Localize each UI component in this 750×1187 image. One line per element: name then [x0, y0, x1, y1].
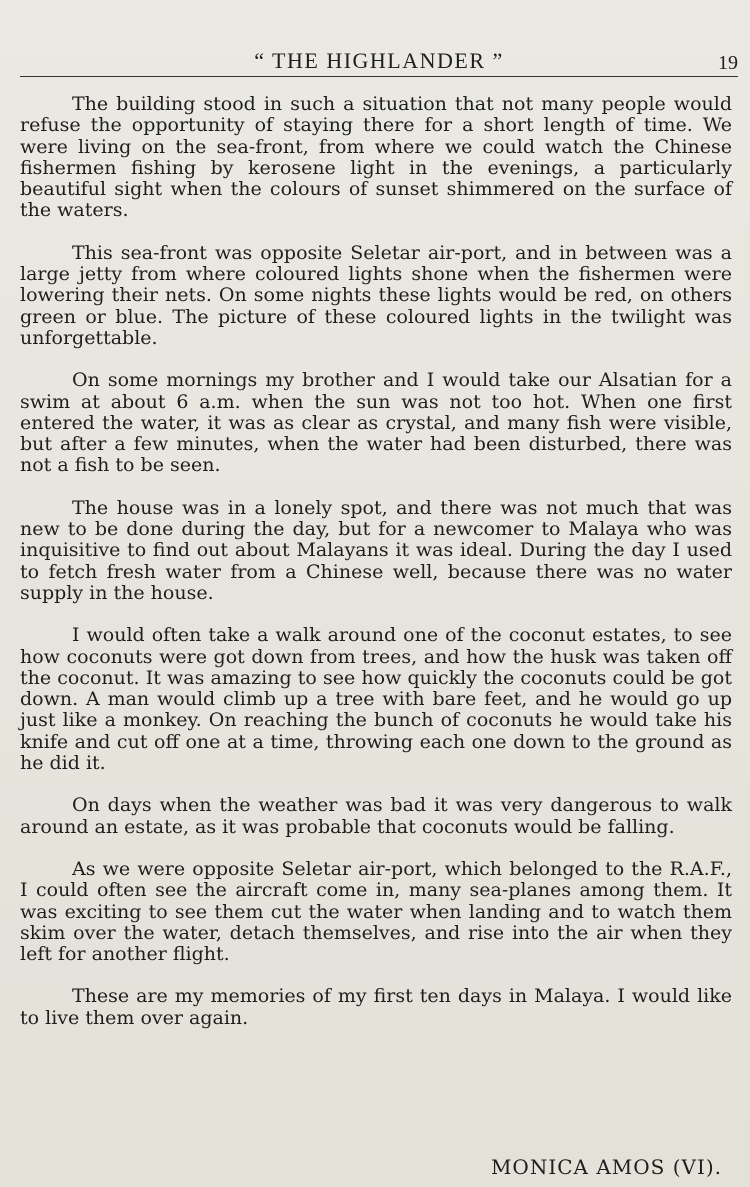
article-body: [20, 94, 732, 1029]
author-signature: MONICA AMOS (VI).: [490, 1155, 722, 1179]
paragraph: I would often take a walk around one of the coconut estates, to see how coconuts were got down from trees, and how the husk was taken off the coconut. It was amazing to see how quickly the coconuts could be got down. A man would climb up a tree with bare feet, and he would go up just like a monkey. On reaching the bunch of coconuts he would take his knife and cut off one at a time, throwing each one down to the ground as he did it.: [20, 624, 732, 775]
page-number: 19: [718, 52, 738, 74]
paragraph: The house was in a lonely spot, and there was not much that was new to be done during the day, but for a newcomer to Malaya who was inquisitive to find out about Malayans it was ideal. During the day I used to fetch fresh water from a Chinese well, because there was no water supply in the house.: [20, 496, 732, 604]
paragraph: On some mornings my brother and I would take our Alsatian for a swim at about 6 a.m. when the sun was not too hot. When one first entered the water, it was as clear as crystal, and many fish were visible, but after a few minutes, when the water had been disturbed, there was not a fish to be seen.: [20, 369, 732, 477]
publication-title: “ THE HIGHLANDER ”: [254, 48, 504, 73]
paragraph: This sea-front was opposite Seletar air-port, and in between was a large jetty from where coloured lights shone when the fishermen were lowering their nets. On some nights these lights would be red, on others green or blue. The picture of these coloured lights in the twilight was unforgettable.: [20, 241, 732, 349]
paragraph: On days when the weather was bad it was very dangerous to walk around an estate, as it was probable that coconuts would be falling.: [20, 794, 732, 838]
paragraph: The building stood in such a situation that not many people would refuse the opportunity of staying there for a short length of time. We were living on the sea-front, from where we could watch the Chinese fishermen fishing by kerosene light in the evenings, a particularly beautiful sight when the colours of sunset shimmered on the surface of the waters.: [20, 93, 732, 222]
paragraph: As we were opposite Seletar air-port, which belonged to the R.A.F., I could often see the aircraft come in, many sea-planes among them. It was exciting to see them cut the water when landing and to watch them skim over the water, detach themselves, and rise into the air when they left for another flight.: [20, 857, 732, 966]
paragraph: These are my memories of my first ten days in Malaya. I would like to live them over again.: [20, 985, 732, 1029]
running-header: [20, 48, 738, 77]
